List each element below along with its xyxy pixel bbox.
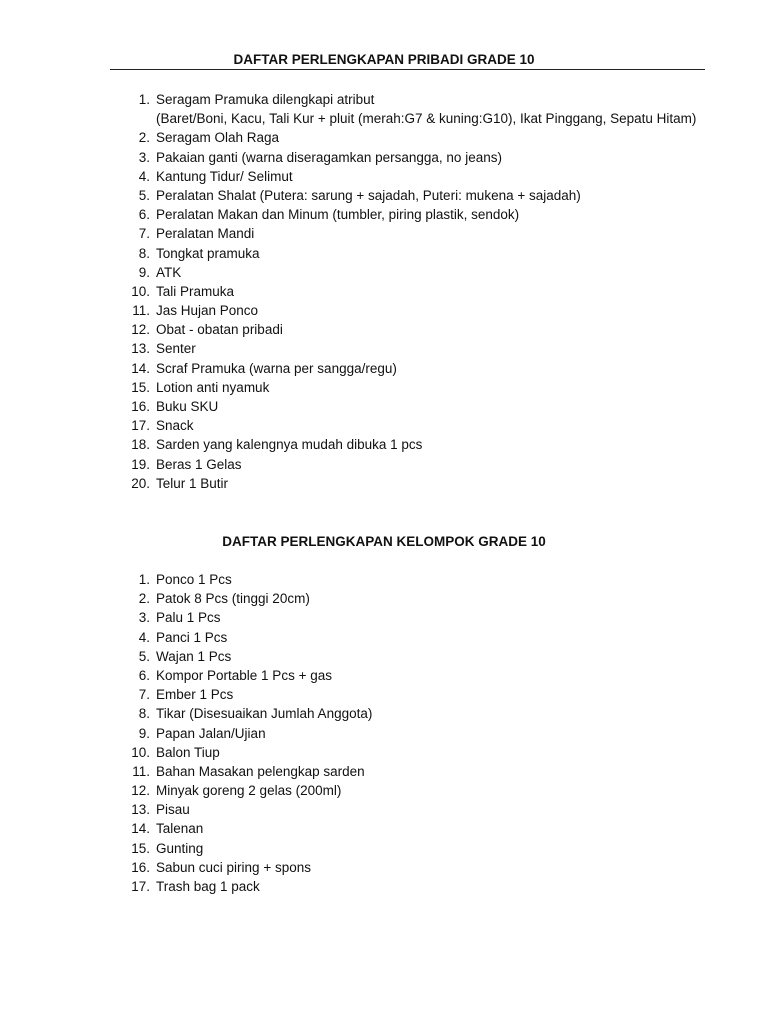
list-item-number: 12.	[131, 322, 150, 338]
list-item-number: 2.	[138, 130, 150, 146]
list-item-number: 1.	[138, 572, 150, 587]
list-item-number: 19.	[131, 456, 150, 472]
list-item-number: 20.	[131, 475, 150, 491]
list-item-number: 16.	[131, 399, 150, 414]
list-item-text: Palu 1 Pcs	[156, 610, 221, 626]
list-item-text: Ember 1 Pcs	[156, 687, 234, 703]
list-item-text: Pakaian ganti (warna diseragamkan persangga, no jeans)	[156, 149, 502, 165]
list-item-text: Telur 1 Butir	[156, 475, 229, 491]
list-item-continuation-text: (Baret/Boni, Kacu, Tali Kur + pluit (merah:G7 & kuning:G10), Ikat Pinggang, Sepatu Hitam)	[156, 111, 697, 127]
list-item-text: Pisau	[156, 802, 190, 818]
list-item-number: 16.	[131, 859, 150, 875]
list-item-text: Talenan	[156, 821, 204, 837]
list-item-text: Lotion anti nyamuk	[156, 379, 270, 395]
list-item-number: 17.	[131, 879, 150, 894]
list-item-number: 3.	[138, 610, 150, 626]
list-item-text: Sarden yang kalengnya mudah dibuka 1 pcs	[156, 437, 423, 453]
list-item-text: Seragam Pramuka dilengkapi atribut	[156, 92, 375, 107]
list-item-text: Peralatan Shalat (Putera: sarung + sajadah, Puteri: mukena + sajadah)	[156, 187, 581, 203]
list-item-text: Kompor Portable 1 Pcs + gas	[156, 667, 332, 683]
list-item-text: Beras 1 Gelas	[156, 456, 242, 472]
list-item-number: 3.	[138, 149, 150, 165]
list-item-text: Jas Hujan Ponco	[156, 303, 259, 319]
list-item-text: Sabun cuci piring + spons	[156, 859, 311, 875]
list-item-number: 9.	[138, 264, 150, 280]
list-item-number: 8.	[138, 706, 150, 722]
list-item-text: Balon Tiup	[156, 744, 220, 760]
list-item-number: 6.	[138, 207, 150, 223]
list-item-number: 8.	[138, 245, 150, 261]
list-item-number: 6.	[138, 667, 150, 683]
list-item-text: Kantung Tidur/ Selimut	[156, 168, 293, 184]
list-item-text: Tikar (Disesuaikan Jumlah Anggota)	[156, 706, 373, 722]
list-item-text: Panci 1 Pcs	[156, 629, 228, 645]
list-item-number: 9.	[138, 725, 150, 741]
list-item-number: 17.	[131, 418, 150, 434]
list-item-number: 12.	[131, 783, 150, 799]
list-item-number: 5.	[138, 187, 150, 203]
list-item-text: Buku SKU	[156, 399, 219, 414]
list-item-text: Patok 8 Pcs (tinggi 20cm)	[156, 591, 310, 607]
list-item-text: Peralatan Mandi	[156, 226, 255, 242]
list-item-text: Bahan Masakan pelengkap sarden	[156, 763, 365, 779]
list-item-text: Tongkat pramuka	[156, 245, 260, 261]
list-item-text: Minyak goreng 2 gelas (200ml)	[156, 783, 342, 799]
list-item-text: Peralatan Makan dan Minum (tumbler, piring plastik, sendok)	[156, 207, 520, 223]
list-item-text: Snack	[156, 418, 194, 434]
group-list-title: DAFTAR PERLENGKAPAN KELOMPOK GRADE 10	[222, 534, 546, 549]
list-item-number: 14.	[131, 360, 150, 376]
list-item-text: Tali Pramuka	[156, 283, 235, 299]
list-item-number: 2.	[138, 591, 150, 607]
list-item-number: 7.	[138, 687, 150, 703]
list-item-number: 15.	[131, 379, 150, 395]
list-item-number: 1.	[138, 92, 150, 107]
list-item-number: 4.	[138, 629, 150, 645]
list-item-text: Scraf Pramuka (warna per sangga/regu)	[156, 360, 397, 376]
list-item-text: Wajan 1 Pcs	[156, 648, 232, 664]
list-item-number: 7.	[138, 226, 150, 242]
list-item-number: 15.	[131, 840, 150, 856]
list-item-number: 11.	[132, 303, 150, 319]
list-item-number: 14.	[131, 821, 150, 837]
list-item-text: Gunting	[156, 840, 204, 856]
title-underline	[110, 69, 705, 70]
list-item-text: ATK	[156, 264, 182, 280]
list-item-number: 5.	[138, 648, 150, 664]
list-item-number: 10.	[131, 283, 150, 299]
list-item-number: 18.	[131, 437, 150, 453]
list-item-text: Trash bag 1 pack	[156, 879, 260, 894]
list-item-text: Papan Jalan/Ujian	[156, 725, 266, 741]
list-item-text: Seragam Olah Raga	[156, 130, 280, 146]
personal-list-title: DAFTAR PERLENGKAPAN PRIBADI GRADE 10	[233, 52, 535, 67]
list-item-number: 4.	[138, 168, 150, 184]
list-item-number: 13.	[131, 802, 150, 818]
list-item-number: 11.	[132, 763, 150, 779]
list-item-number: 13.	[131, 341, 150, 357]
list-item-number: 10.	[131, 744, 150, 760]
list-item-text: Senter	[156, 341, 196, 357]
list-item-text: Ponco 1 Pcs	[156, 572, 232, 587]
list-item-text: Obat - obatan pribadi	[156, 322, 283, 338]
